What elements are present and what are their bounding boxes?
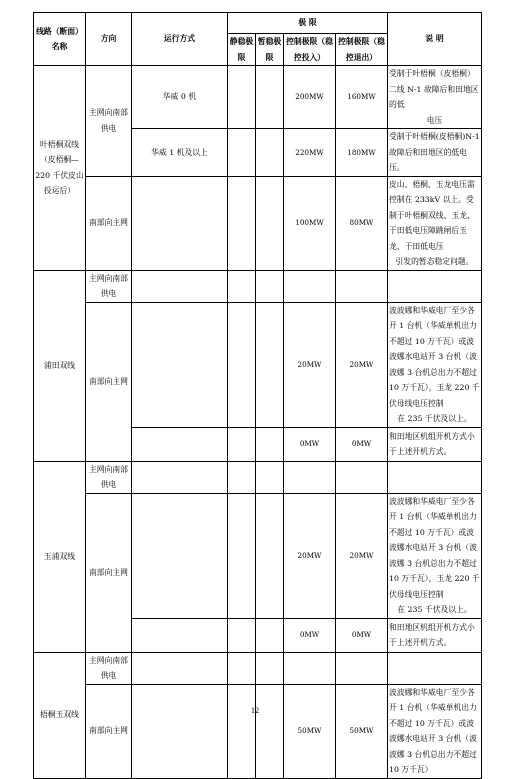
header-note: 说 明 [388, 13, 482, 66]
direction-cell: 主网向南部供电 [86, 66, 132, 177]
mode-cell [132, 461, 228, 493]
note-text: 受制于叶梧桐(皮梧桐)N-1 故障后和田地区的低电压。 [389, 132, 480, 172]
note-cell [388, 427, 482, 461]
note-text-center: 电压 [426, 115, 443, 125]
note-cell [388, 684, 482, 778]
ctrl-in-cell [284, 652, 336, 684]
transient-cell [256, 684, 284, 778]
note-cell [388, 270, 482, 302]
transient-cell [256, 66, 284, 129]
header-limit: 极 限 [228, 13, 388, 34]
mode-cell [132, 270, 228, 302]
limits-table [33, 12, 482, 779]
ctrl-out-cell [336, 461, 388, 493]
mode-cell [132, 618, 228, 652]
ctrl-out-cell: 80MW [336, 176, 388, 270]
static-cell [228, 66, 256, 129]
note-text-center: 在 235 千伏及以上。 [397, 605, 472, 614]
static-cell [228, 176, 256, 270]
transient-cell [256, 270, 284, 302]
header-line: 线路（断面）名称 [34, 13, 86, 66]
static-cell [228, 618, 256, 652]
ctrl-in-cell: 20MW [284, 302, 336, 427]
table-row [34, 684, 482, 778]
mode-cell [132, 493, 228, 618]
header-transient: 暂稳极限 [256, 34, 284, 66]
note-cell [388, 129, 482, 177]
table-row [34, 270, 482, 302]
static-cell [228, 270, 256, 302]
ctrl-out-cell: 0MW [336, 427, 388, 461]
transient-cell [256, 461, 284, 493]
ctrl-in-cell: 220MW [284, 129, 336, 177]
table-row [34, 652, 482, 684]
static-cell [228, 427, 256, 461]
ctrl-in-cell [284, 270, 336, 302]
header-direction: 方向 [86, 13, 132, 66]
line-name: 玉浦双线 [34, 461, 86, 652]
header-ctrl-in: 控制极限（稳控投入） [284, 34, 336, 66]
direction-cell: 主网向南部供电 [86, 461, 132, 493]
ctrl-in-cell: 200MW [284, 66, 336, 129]
ctrl-out-cell [336, 270, 388, 302]
ctrl-in-cell: 20MW [284, 493, 336, 618]
line-name: 梧桐玉双线 [34, 652, 86, 778]
note-text: 皮山、梧桐、玉龙电压需控制在 233kV 以上。受制于叶梧桐双线、玉龙、于田低电压障跳闸后玉龙、于田低电压 [389, 179, 475, 251]
ctrl-out-cell [336, 652, 388, 684]
note-text: 和田地区机组开机方式小于上述开机方式。 [389, 431, 475, 456]
page-number: 12 [251, 706, 259, 715]
ctrl-in-cell: 0MW [284, 427, 336, 461]
note-cell [388, 461, 482, 493]
transient-cell [256, 129, 284, 177]
note-text: 和田地区机组开机方式小于上述开机方式。 [389, 622, 475, 647]
transient-cell [256, 176, 284, 270]
header-static: 静稳极限 [228, 34, 256, 66]
mode-cell: 华威 1 机及以上 [132, 129, 228, 177]
header-mode: 运行方式 [132, 13, 228, 66]
note-cell [388, 618, 482, 652]
note-cell [388, 302, 482, 427]
static-cell [228, 493, 256, 618]
note-text: 波波娜和华威电厂至少各开 1 台机（华威单机出力不超过 10 万千瓦）或波波娜水电站开 3 台机（波波娜 3 台机总出力不超过 10 万千瓦），玉龙 220 千伏母线电压控制 [389, 305, 480, 408]
mode-cell [132, 684, 228, 778]
mode-cell: 华威 0 机 [132, 66, 228, 129]
note-cell [388, 652, 482, 684]
direction-cell: 主网向南部供电 [86, 270, 132, 302]
direction-cell: 南部向主网 [86, 493, 132, 652]
note-text-center: 在 235 千伏及以上。 [397, 414, 472, 423]
mode-cell [132, 427, 228, 461]
static-cell [228, 652, 256, 684]
transient-cell [256, 302, 284, 427]
direction-cell: 主网向南部供电 [86, 652, 132, 684]
ctrl-out-cell: 160MW [336, 66, 388, 129]
ctrl-out-cell: 20MW [336, 302, 388, 427]
ctrl-out-cell: 0MW [336, 618, 388, 652]
note-cell [388, 493, 482, 618]
note-cell [388, 66, 482, 129]
transient-cell [256, 652, 284, 684]
ctrl-in-cell: 50MW [284, 684, 336, 778]
line-name: 浦田双线 [34, 270, 86, 461]
note-text: 波波娜和华威电厂至少各开 1 台机（华威单机出力不超过 10 万千瓦）或波波娜水电站开 3 台机（波波娜 3 台机总出力不超过 10 万千瓦），玉龙 220 千伏母线电压控制 [389, 496, 480, 599]
direction-cell: 南部向主网 [86, 302, 132, 461]
static-cell [228, 461, 256, 493]
ctrl-in-cell: 100MW [284, 176, 336, 270]
direction-cell: 南部向主网 [86, 684, 132, 778]
note-cell [388, 176, 482, 270]
direction-cell: 南部向主网 [86, 176, 132, 270]
ctrl-out-cell: 50MW [336, 684, 388, 778]
static-cell [228, 129, 256, 177]
transient-cell [256, 618, 284, 652]
transient-cell [256, 493, 284, 618]
mode-cell [132, 302, 228, 427]
table-row [34, 302, 482, 427]
static-cell [228, 684, 256, 778]
table-row [34, 66, 482, 129]
note-text-center: 引发的暂态稳定问题。 [395, 257, 474, 266]
note-text: 波波娜和华威电厂至少各开 1 台机（华威单机出力不超过 10 万千瓦）或波波娜水电站开 3 台机（波波娜 3 台机总出力不超过 10 万千瓦） [389, 687, 477, 774]
transient-cell [256, 427, 284, 461]
mode-cell [132, 652, 228, 684]
note-text: 受制于叶梧桐（皮梧桐）二线 N-1 故障后和田地区的低 [389, 69, 479, 109]
static-cell [228, 302, 256, 427]
mode-cell [132, 176, 228, 270]
table-row [34, 493, 482, 618]
ctrl-in-cell: 0MW [284, 618, 336, 652]
ctrl-in-cell [284, 461, 336, 493]
ctrl-out-cell: 20MW [336, 493, 388, 618]
line-name: 叶梧桐双线（皮梧桐—220 千伏皮山投运后） [34, 66, 86, 271]
ctrl-out-cell: 180MW [336, 129, 388, 177]
table-row [34, 176, 482, 270]
table-row [34, 461, 482, 493]
header-ctrl-out: 控制极限（稳控退出） [336, 34, 388, 66]
